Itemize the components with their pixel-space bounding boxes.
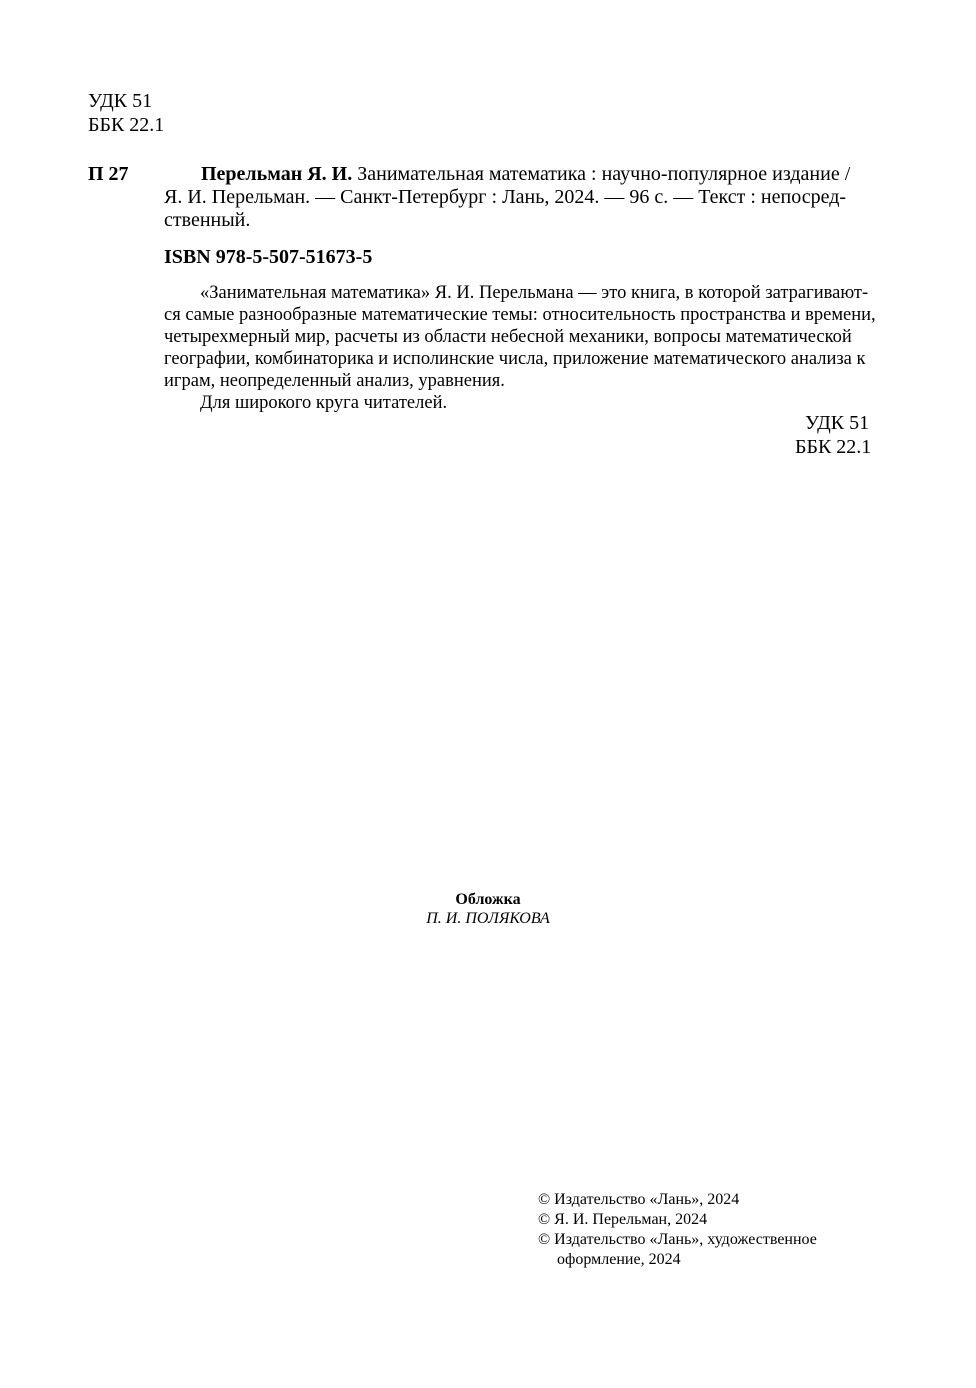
copyright-line: © Издательство «Лань», 2024 xyxy=(538,1191,740,1208)
isbn: ISBN 978-5-507-51673-5 xyxy=(164,246,373,268)
annotation xyxy=(164,282,886,414)
annotation-line: играм, неопределенный анализ, уравнения. xyxy=(164,371,505,391)
top-udk: УДК 51 xyxy=(88,90,153,112)
copyright-line: © Издательство «Лань», художественное xyxy=(538,1231,817,1248)
copyright-line: оформление, 2024 xyxy=(557,1251,681,1268)
citation-line-2: Я. И. Перельман. — Санкт-Петербург : Лань, 2024. — 96 с. — Текст : непосред- xyxy=(164,186,847,208)
bottom-bbk: ББК 22.1 xyxy=(795,436,872,458)
copyright-line: © Я. И. Перельман, 2024 xyxy=(538,1211,708,1228)
top-bbk: ББК 22.1 xyxy=(88,114,165,136)
citation-line-3: ственный. xyxy=(164,209,251,231)
citation-title: Занимательная математика : научно-популярное издание / xyxy=(357,163,851,185)
annotation-line: географии, комбинаторика и исполинские числа, приложение математического анализа к xyxy=(164,349,866,369)
annotation-line: «Занимательная математика» Я. И. Перельмана — это книга, в которой затрагивают- xyxy=(200,283,869,303)
annotation-line: ся самые разнообразные математические темы: относительность пространства и времени, xyxy=(164,305,876,325)
bottom-udk: УДК 51 xyxy=(805,412,870,434)
author-name: Перельман Я. И. xyxy=(201,163,353,185)
cover-label: Обложка xyxy=(455,891,521,908)
citation-line-1 xyxy=(164,163,886,186)
annotation-line: четырехмерный мир, расчеты из области небесной механики, вопросы математической xyxy=(164,327,852,347)
copyright-block xyxy=(538,1190,817,1270)
author-sign: П 27 xyxy=(88,163,129,185)
annotation-audience: Для широкого круга читателей. xyxy=(200,393,448,413)
cover-artist: П. И. ПОЛЯКОВА xyxy=(426,910,550,927)
bibliographic-record xyxy=(164,163,886,232)
